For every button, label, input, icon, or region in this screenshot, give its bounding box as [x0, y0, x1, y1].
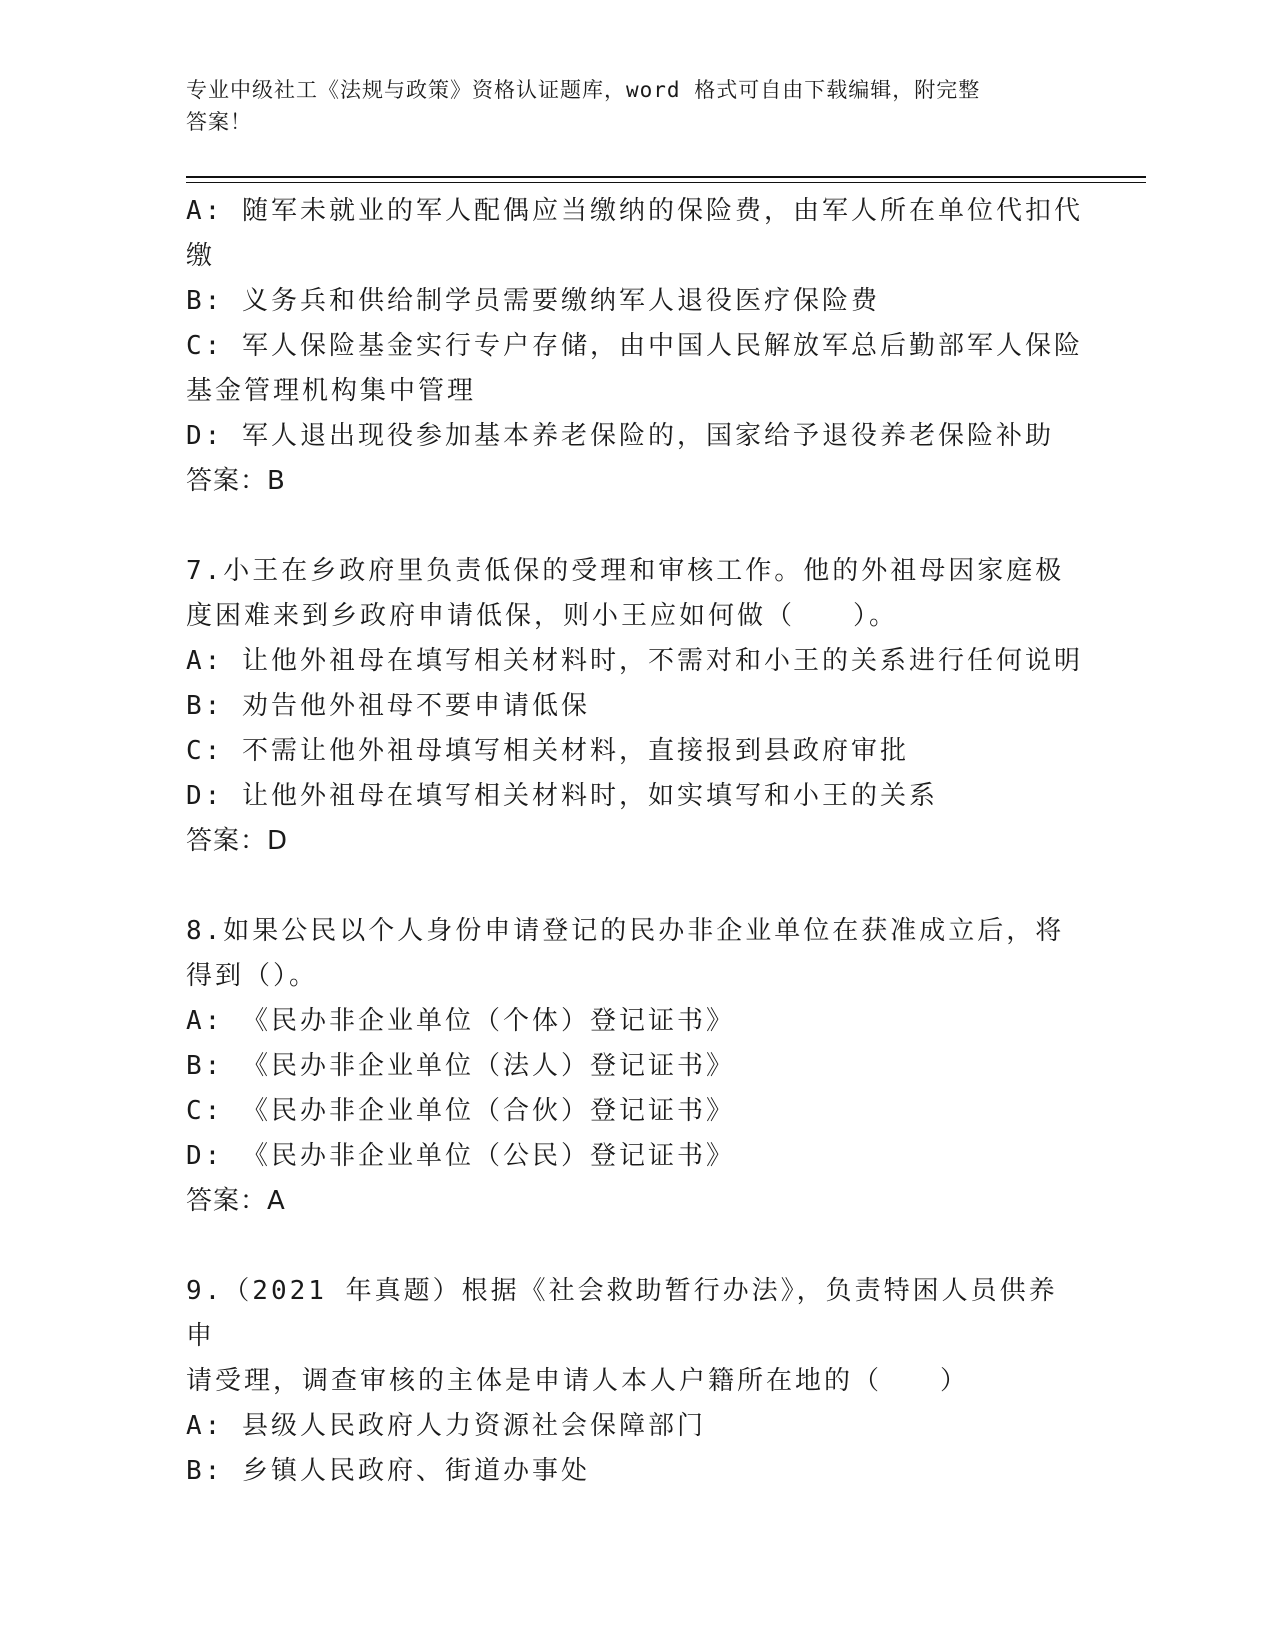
q9-option-b: B: 乡镇人民政府、街道办事处	[186, 1456, 590, 1486]
q8-stem-line-2: 得到（）。	[186, 961, 319, 991]
header-divider-thin	[186, 182, 1146, 183]
q8-option-c: C: 《民办非企业单位（合伙）登记证书》	[186, 1096, 735, 1126]
header-line-1: 专业中级社工《法规与政策》资格认证题库，word 格式可自由下载编辑，附完整	[186, 78, 981, 102]
document-header	[186, 74, 1066, 138]
q7-answer: 答案：D	[186, 826, 289, 856]
q6-option-a-line-2: 缴	[186, 241, 216, 271]
q7-option-d: D: 让他外祖母在填写相关材料时，如实填写和小王的关系	[186, 781, 938, 811]
q6-option-d: D: 军人退出现役参加基本养老保险的，国家给予退役养老保险补助	[186, 421, 1054, 451]
q8-option-a: A: 《民办非企业单位（个体）登记证书》	[186, 1006, 735, 1036]
q7-option-c: C: 不需让他外祖母填写相关材料，直接报到县政府审批	[186, 736, 909, 766]
question-content	[186, 189, 1086, 1494]
q8-stem-line-1: 8.如果公民以个人身份申请登记的民办非企业单位在获准成立后，将	[186, 916, 1065, 946]
q8-answer: 答案：A	[186, 1186, 286, 1216]
spacer	[186, 1224, 1086, 1269]
q7-stem-line-2: 度困难来到乡政府申请低保，则小王应如何做（ ）。	[186, 601, 899, 631]
q6-option-b: B: 义务兵和供给制学员需要缴纳军人退役医疗保险费	[186, 286, 880, 316]
question-6-block	[186, 189, 1086, 504]
question-7-block	[186, 549, 1086, 864]
q9-stem-line-1: 9.（2021 年真题）根据《社会救助暂行办法》，负责特困人员供养申	[186, 1276, 1058, 1351]
spacer	[186, 864, 1086, 909]
q9-option-a: A: 县级人民政府人力资源社会保障部门	[186, 1411, 706, 1441]
question-9-block	[186, 1269, 1086, 1494]
header-line-2: 答案！	[186, 110, 252, 134]
q6-option-a-line-1: A: 随军未就业的军人配偶应当缴纳的保险费，由军人所在单位代扣代	[186, 196, 1083, 226]
q8-option-d: D: 《民办非企业单位（公民）登记证书》	[186, 1141, 735, 1171]
q6-option-c-line-2: 基金管理机构集中管理	[186, 376, 477, 406]
q9-stem-line-2: 请受理，调查审核的主体是申请人本人户籍所在地的（ ）	[186, 1366, 970, 1396]
q8-option-b: B: 《民办非企业单位（法人）登记证书》	[186, 1051, 735, 1081]
header-divider-thick	[186, 176, 1146, 178]
q7-option-b: B: 劝告他外祖母不要申请低保	[186, 691, 590, 721]
spacer	[186, 504, 1086, 549]
q7-stem-line-1: 7.小王在乡政府里负责低保的受理和审核工作。他的外祖母因家庭极	[186, 556, 1065, 586]
q6-answer: 答案：B	[186, 466, 286, 496]
q7-option-a: A: 让他外祖母在填写相关材料时，不需对和小王的关系进行任何说明	[186, 646, 1083, 676]
q6-option-c-line-1: C: 军人保险基金实行专户存储，由中国人民解放军总后勤部军人保险	[186, 331, 1083, 361]
question-8-block	[186, 909, 1086, 1224]
